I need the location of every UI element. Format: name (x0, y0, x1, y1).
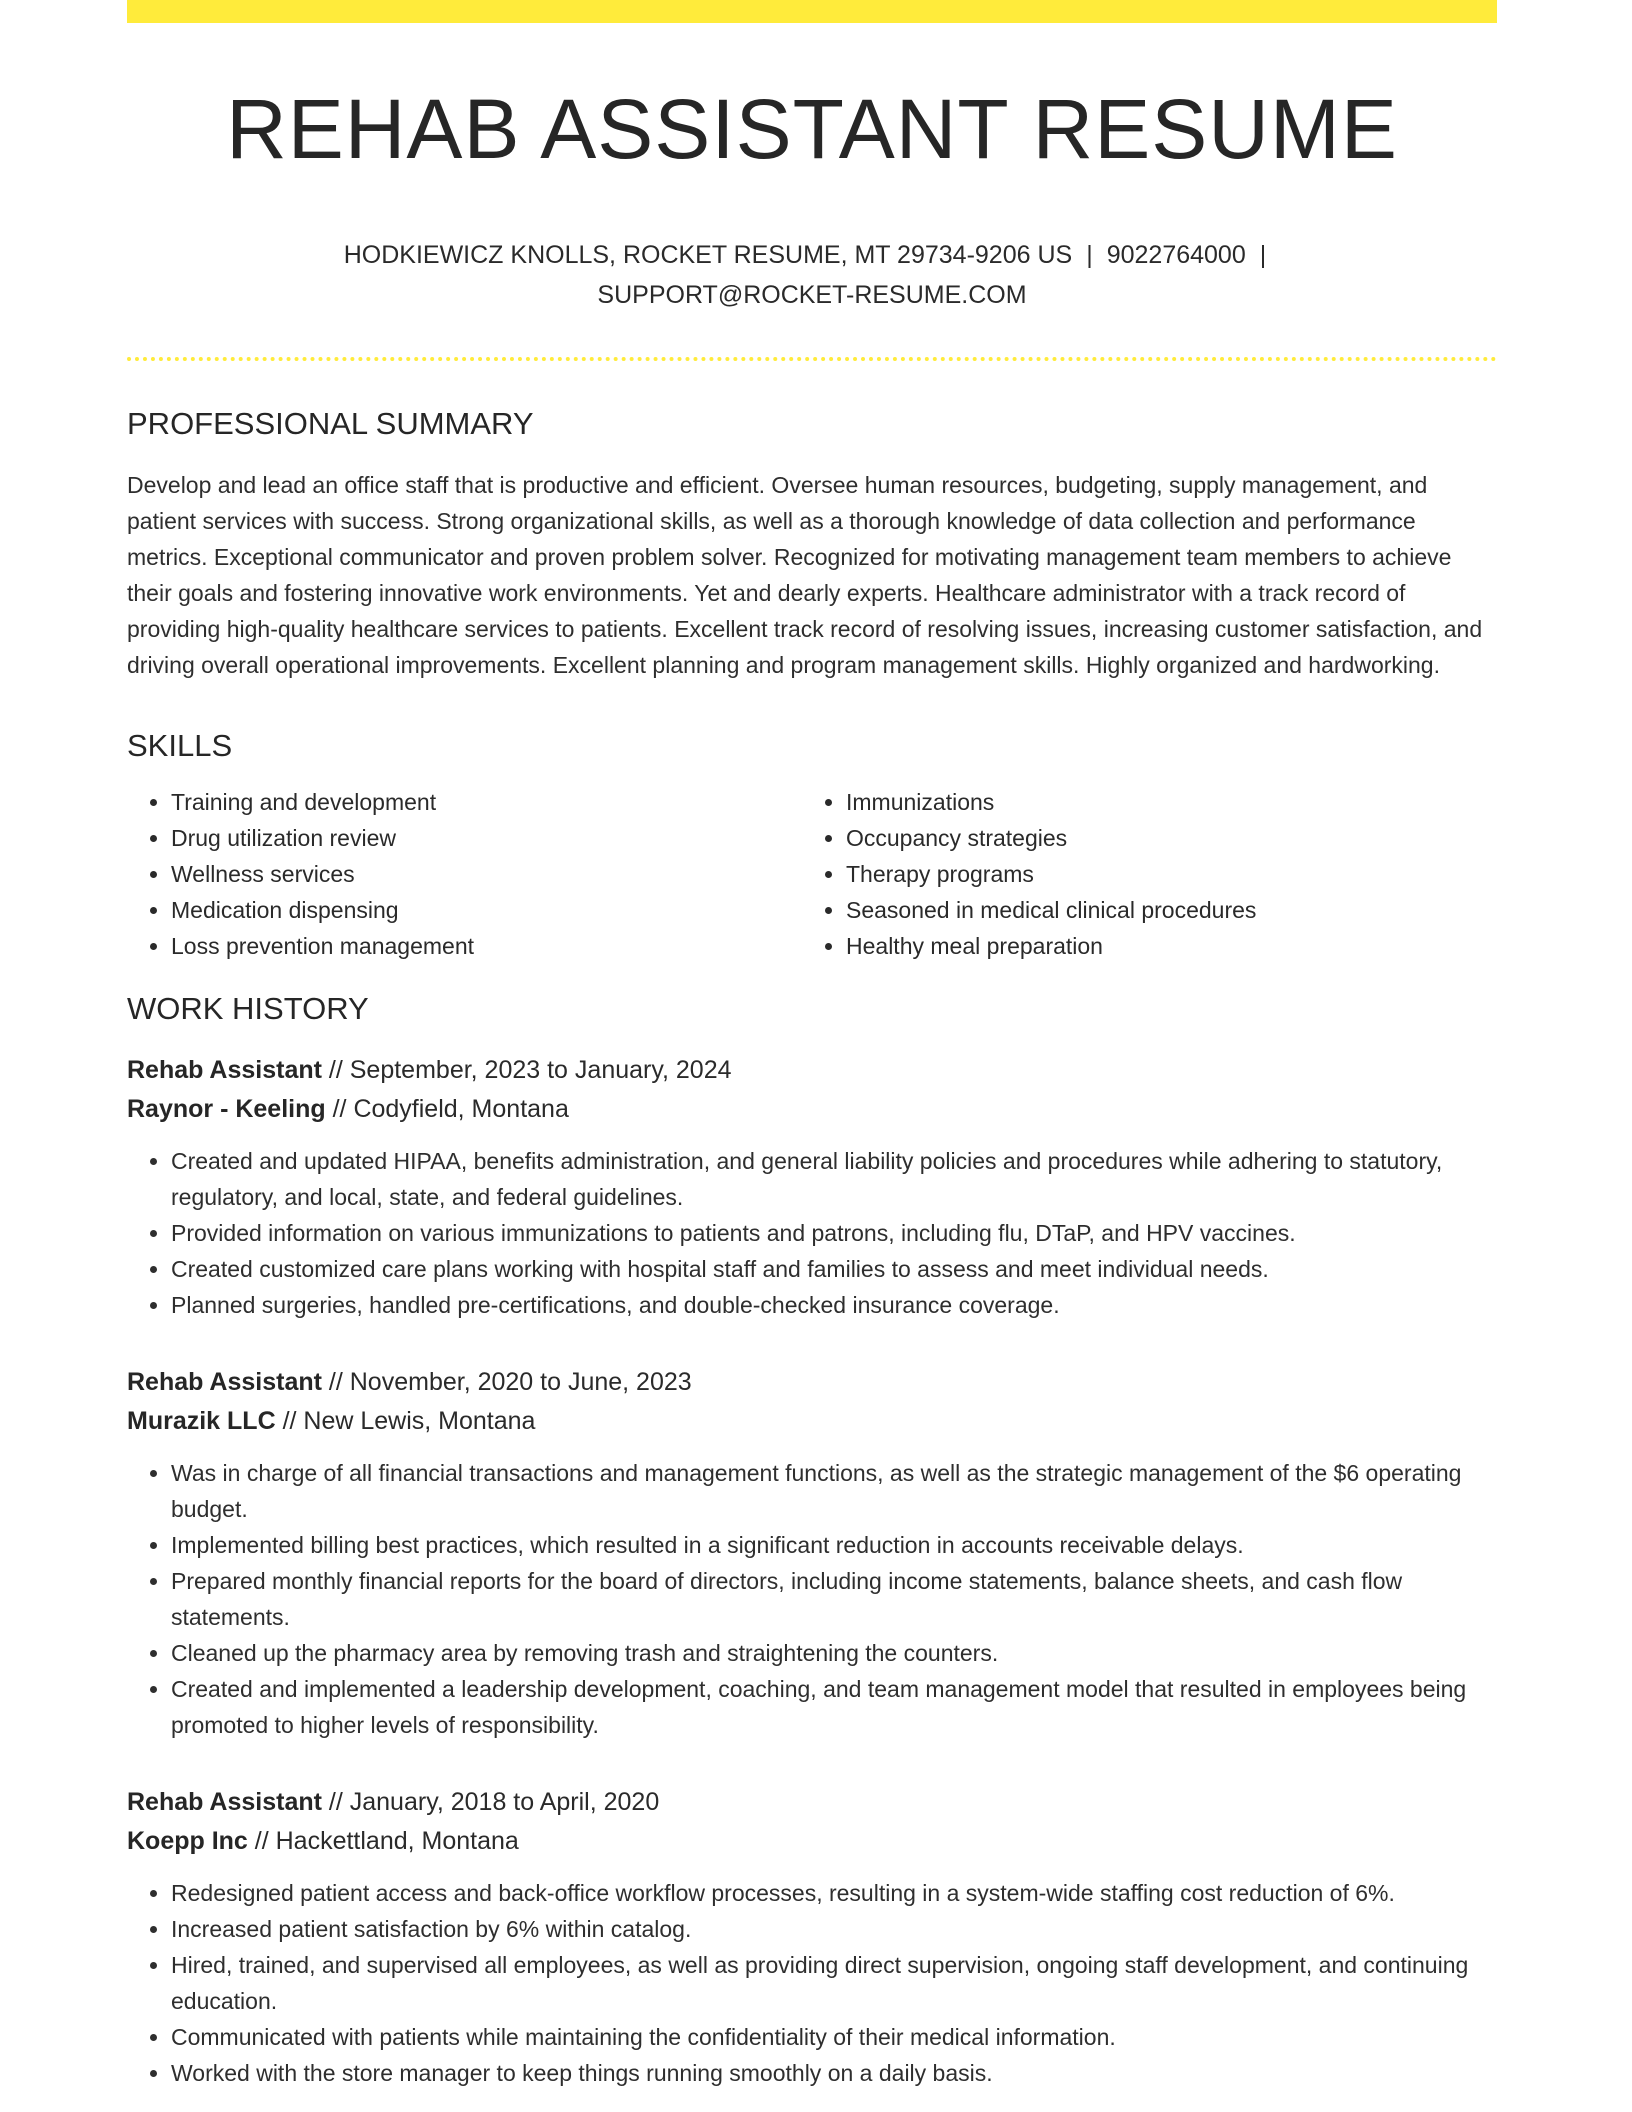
skill-item: • Training and development (171, 784, 802, 820)
skill-item: • Immunizations (846, 784, 1477, 820)
job-location: // Hackettland, Montana (247, 1826, 519, 1855)
work-history-heading: WORK HISTORY (127, 990, 369, 1026)
job-bullet: • Prepared monthly financial reports for the board of directors, including income statements, balance sheets, and cash flow statements. (171, 1563, 1497, 1635)
skills-list-right (802, 784, 1477, 964)
job-entry (127, 1783, 1497, 2091)
job-dates: // September, 2023 to January, 2024 (321, 1055, 732, 1084)
job-role: Rehab Assistant (127, 1787, 322, 1816)
job-bullet: • Communicated with patients while maintaining the confidentiality of their medical information. (171, 2019, 1497, 2055)
contact-email: SUPPORT@ROCKET-RESUME.COM (597, 281, 1027, 310)
contact-phone: 9022764000 (1106, 241, 1246, 270)
job-bullets (127, 1455, 1497, 1743)
job-company: Murazik LLC (127, 1406, 276, 1435)
job-bullet: • Provided information on various immunizations to patients and patrons, including flu, DTaP, and HPV vaccines. (171, 1215, 1497, 1251)
job-entry (127, 1051, 1497, 1323)
job-company-line (127, 1090, 1497, 1129)
job-company: Koepp Inc (127, 1826, 248, 1855)
contact-info (322, 235, 1302, 315)
job-bullet: • Redesigned patient access and back-office workflow processes, resulting in a system-wide staffing cost reduction of 6%. (171, 1875, 1497, 1911)
job-bullet: • Created and updated HIPAA, benefits administration, and general liability policies and procedures while adhering to statutory, regulatory, and local, state, and federal guidelines. (171, 1143, 1497, 1215)
contact-address: HODKIEWICZ KNOLLS, ROCKET RESUME, MT 29734-9206 US (343, 241, 1073, 270)
job-bullet: • Created customized care plans working with hospital staff and families to assess and meet individual needs. (171, 1251, 1497, 1287)
job-location: // Codyfield, Montana (325, 1094, 569, 1123)
job-role-line (127, 1051, 1497, 1090)
job-bullet: • Cleaned up the pharmacy area by removing trash and straightening the counters. (171, 1635, 1497, 1671)
job-bullet: • Implemented billing best practices, which resulted in a significant reduction in accounts receivable delays. (171, 1527, 1497, 1563)
job-bullet: • Worked with the store manager to keep things running smoothly on a daily basis. (171, 2055, 1497, 2091)
summary-text: Develop and lead an office staff that is productive and efficient. Oversee human resources, budgeting, supply management, and patient services with success. Strong organizational skills, as well as a thorough knowledge of data collection and performance metrics. Exceptional communicator and proven problem solver. Recognized for motivating management team members to achieve their goals and fostering innovative work environments. Yet and dearly experts. Healthcare administrator with a track record of providing high-quality healthcare services to patients. Excellent track record of resolving issues, increasing customer satisfaction, and driving overall operational improvements. Excellent planning and program management skills. Highly organized and hardworking. (127, 471, 1483, 678)
dotted-divider (127, 357, 1497, 361)
skill-item: • Wellness services (171, 856, 802, 892)
job-dates: // November, 2020 to June, 2023 (321, 1367, 692, 1396)
job-role-line (127, 1363, 1497, 1402)
job-entry (127, 1363, 1497, 1743)
skills-heading: SKILLS (127, 727, 233, 763)
resume-title: REHAB ASSISTANT RESUME (226, 82, 1398, 176)
job-dates: // January, 2018 to April, 2020 (321, 1787, 660, 1816)
contact-separator: | (1086, 241, 1093, 270)
top-accent-bar (127, 0, 1497, 23)
job-bullet: • Planned surgeries, handled pre-certifications, and double-checked insurance coverage. (171, 1287, 1497, 1323)
skill-item: • Occupancy strategies (846, 820, 1477, 856)
job-location: // New Lewis, Montana (275, 1406, 536, 1435)
skill-item: • Drug utilization review (171, 820, 802, 856)
job-bullet: • Increased patient satisfaction by 6% within catalog. (171, 1911, 1497, 1947)
resume-page (127, 0, 1497, 2091)
job-bullet: • Hired, trained, and supervised all employees, as well as providing direct supervision, ongoing staff development, and continuing education. (171, 1947, 1497, 2019)
skill-item: • Seasoned in medical clinical procedures (846, 892, 1477, 928)
skills-list-left (127, 784, 802, 964)
skill-item: • Healthy meal preparation (846, 928, 1477, 964)
job-company-line (127, 1822, 1497, 1861)
job-role: Rehab Assistant (127, 1055, 322, 1084)
job-role: Rehab Assistant (127, 1367, 322, 1396)
skill-item: • Loss prevention management (171, 928, 802, 964)
skill-item: • Therapy programs (846, 856, 1477, 892)
job-bullets (127, 1143, 1497, 1323)
job-company: Raynor - Keeling (127, 1094, 326, 1123)
job-bullets (127, 1875, 1497, 2091)
job-role-line (127, 1783, 1497, 1822)
skills-columns (127, 784, 1497, 964)
skill-item: • Medication dispensing (171, 892, 802, 928)
job-bullet: • Created and implemented a leadership development, coaching, and team management model that resulted in employees being promoted to higher levels of responsibility. (171, 1671, 1497, 1743)
summary-heading: PROFESSIONAL SUMMARY (127, 406, 534, 442)
job-bullet: • Was in charge of all financial transactions and management functions, as well as the strategic management of the $6 operating budget. (171, 1455, 1497, 1527)
contact-separator: | (1259, 241, 1267, 270)
job-company-line (127, 1402, 1497, 1441)
